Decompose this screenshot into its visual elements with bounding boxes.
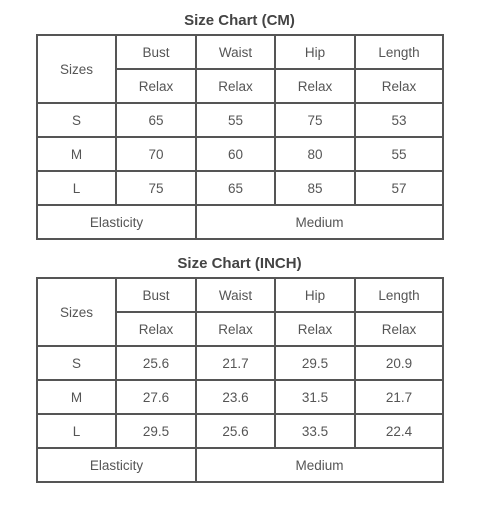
hip-subheader: Relax [275,312,355,346]
size-chart-inch-table [36,277,444,483]
bust-subheader: Relax [116,69,196,103]
elasticity-label: Elasticity [37,448,196,482]
bust-subheader: Relax [116,312,196,346]
length-cell: 57 [355,171,443,205]
waist-cell: 25.6 [196,414,275,448]
table-row [37,346,443,380]
length-cell: 55 [355,137,443,171]
size-cell: M [37,137,116,171]
size-chart-cm-title: Size Chart (CM) [184,12,295,29]
table-row [37,171,443,205]
length-cell: 20.9 [355,346,443,380]
waist-cell: 21.7 [196,346,275,380]
bust-cell: 65 [116,103,196,137]
bust-cell: 75 [116,171,196,205]
size-chart-cm-table [36,34,444,240]
table-row [37,137,443,171]
elasticity-row [37,205,443,239]
bust-cell: 29.5 [116,414,196,448]
hip-cell: 75 [275,103,355,137]
table-row [37,103,443,137]
elasticity-row [37,448,443,482]
table-row [37,380,443,414]
waist-cell: 23.6 [196,380,275,414]
hip-cell: 31.5 [275,380,355,414]
header-row [37,35,443,69]
waist-subheader: Relax [196,69,275,103]
waist-header: Waist [196,278,275,312]
length-cell: 22.4 [355,414,443,448]
hip-cell: 29.5 [275,346,355,380]
size-cell: L [37,414,116,448]
bust-header: Bust [116,278,196,312]
hip-cell: 80 [275,137,355,171]
waist-subheader: Relax [196,312,275,346]
length-subheader: Relax [355,312,443,346]
size-chart-inch-title: Size Chart (INCH) [177,255,302,272]
waist-cell: 60 [196,137,275,171]
hip-subheader: Relax [275,69,355,103]
bust-header: Bust [116,35,196,69]
bust-cell: 70 [116,137,196,171]
table-row [37,414,443,448]
waist-cell: 55 [196,103,275,137]
length-header: Length [355,278,443,312]
length-cell: 21.7 [355,380,443,414]
size-cell: S [37,103,116,137]
elasticity-value: Medium [196,205,443,239]
header-row [37,278,443,312]
elasticity-value: Medium [196,448,443,482]
elasticity-label: Elasticity [37,205,196,239]
hip-cell: 85 [275,171,355,205]
bust-cell: 27.6 [116,380,196,414]
length-subheader: Relax [355,69,443,103]
length-cell: 53 [355,103,443,137]
sizes-header: Sizes [37,35,116,103]
hip-cell: 33.5 [275,414,355,448]
size-cell: L [37,171,116,205]
waist-cell: 65 [196,171,275,205]
waist-header: Waist [196,35,275,69]
hip-header: Hip [275,278,355,312]
hip-header: Hip [275,35,355,69]
size-cell: S [37,346,116,380]
bust-cell: 25.6 [116,346,196,380]
size-cell: M [37,380,116,414]
length-header: Length [355,35,443,69]
sizes-header: Sizes [37,278,116,346]
